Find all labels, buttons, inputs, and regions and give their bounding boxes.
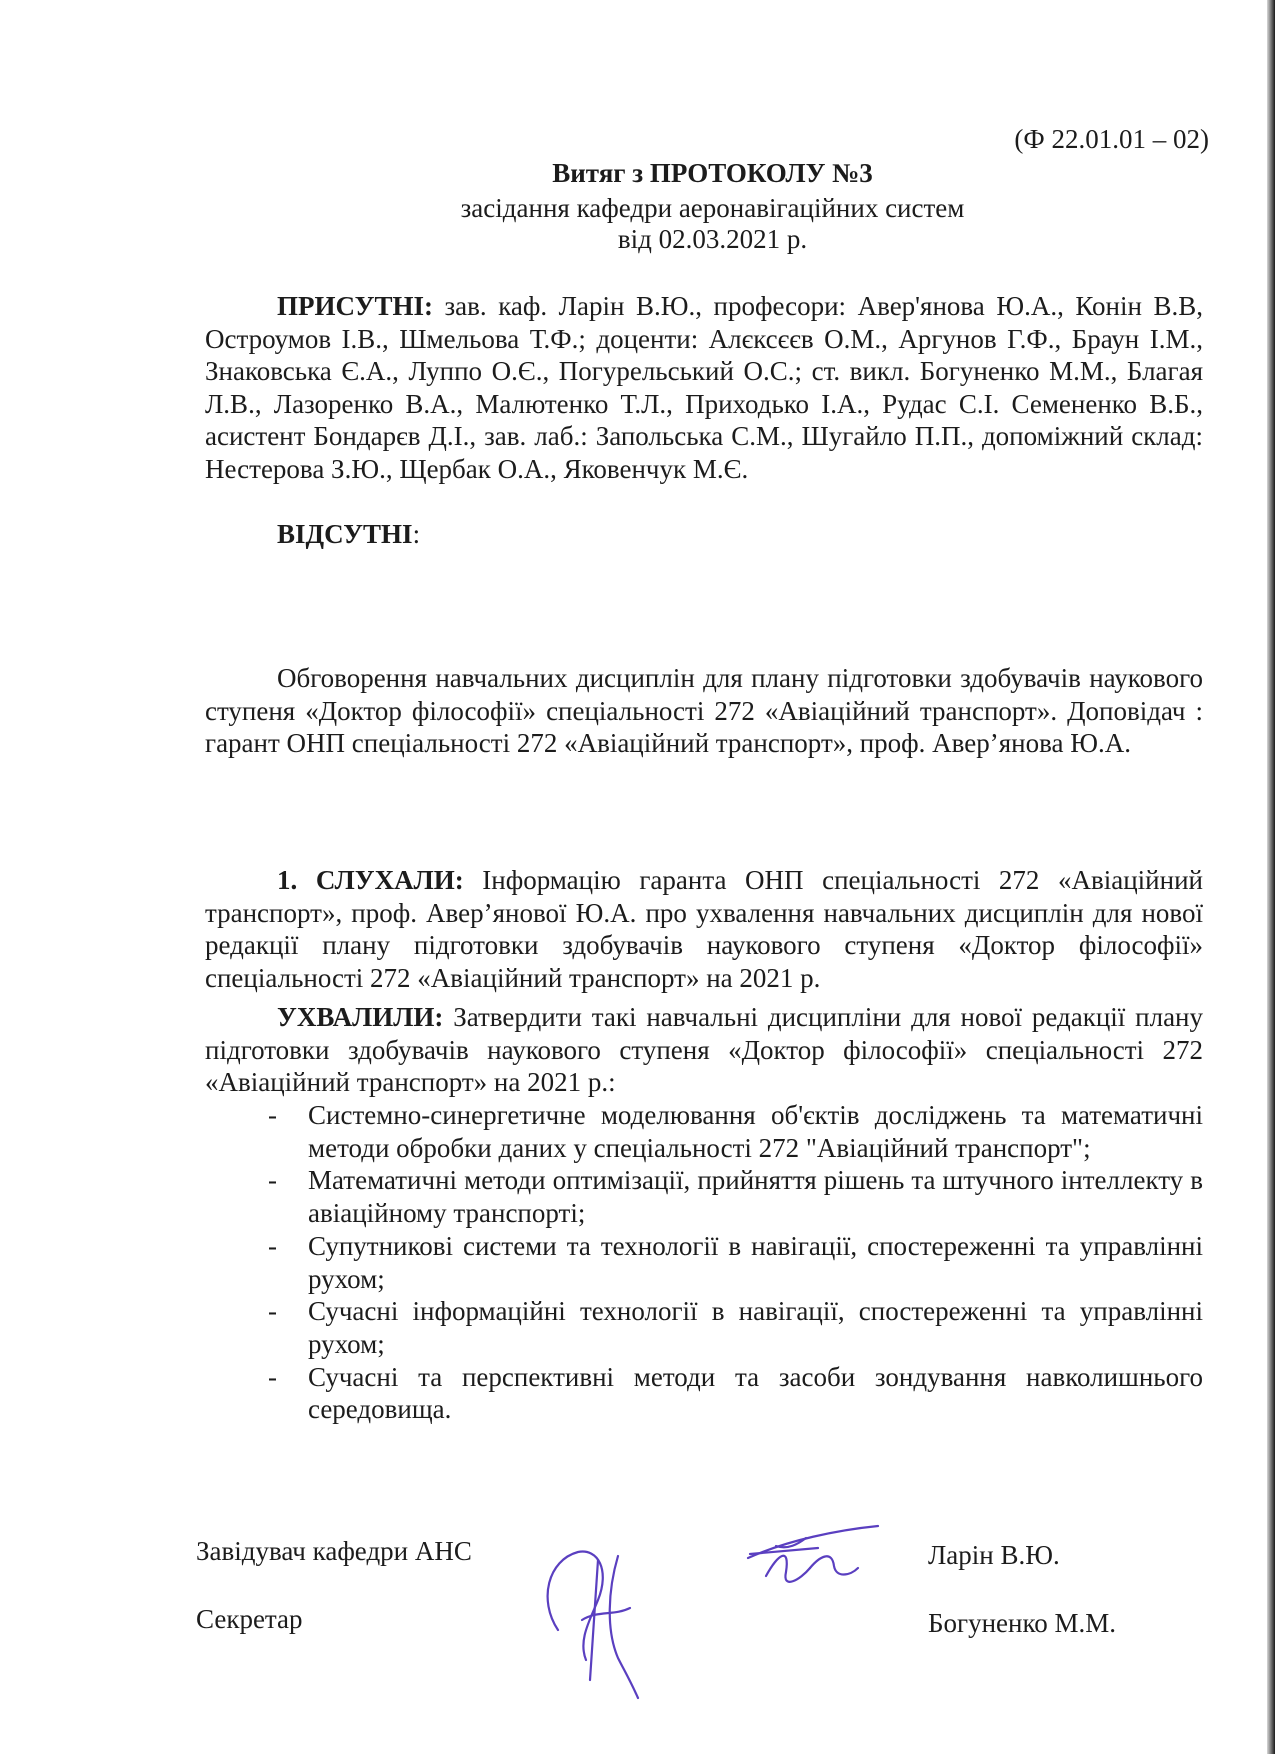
list-item [268,1361,1203,1426]
head-role: Завідувач кафедри АНС [196,1536,472,1566]
agenda-text: Обговорення навчальних дисциплін для плану підготовки здобувачів наукового ступеня «Доктор філософії» спеціальності 272 «Авіаційний транспорт». Доповідач : гарант ОНП спеціальності 272 «Авіаційний транспорт», проф. Авер’янова Ю.А. [205,663,1203,758]
agenda-paragraph [205,662,1203,760]
list-item-text: Сучасні та перспективні методи та засоби зондування навколишнього середовища. [308,1361,1203,1425]
document-subtitle: засідання кафедри аеронавігаційних систем [460,193,965,223]
resolved-paragraph [205,1001,1203,1099]
disciplines-list [268,1099,1203,1426]
list-dash: - [268,1230,277,1261]
heard-label: 1. СЛУХАЛИ: [277,865,464,895]
list-item-text: Системно-синергетичне моделювання об'єктів досліджень та математичні методи обробки даних у спеціальності 272 "Авіаційний транспорт"; [308,1100,1203,1163]
heard-text: Інформацію гаранта ОНП спеціальності 272 «Авіаційний транспорт», проф. Авер’янової Ю.А. про ухвалення навчальних дисциплін для нової редакції плану підготовки здобувачів наукового ступеня «Доктор філософії» спеціальності 272 «Авіаційний транспорт» на 2021 р. [205,865,1203,993]
list-item-text: Сучасні інформаційні технології в навігації, спостереженні та управлінні рухом; [308,1296,1203,1359]
list-item [268,1099,1203,1164]
secretary-role: Секретар [196,1604,303,1634]
form-code: (Ф 22.01.01 – 02) [1014,124,1209,154]
list-item [268,1230,1203,1295]
list-item-text: Математичні методи оптимізації, прийняття рішень та штучного інтеллекту в авіаційному транспорті; [308,1165,1203,1229]
secretary-name: Богуненко М.М. [928,1608,1116,1638]
heard-paragraph [205,864,1203,994]
absent-colon: : [412,519,421,549]
document-date: від 02.03.2021 р. [617,224,808,254]
scan-edge-shadow [1267,0,1275,1754]
list-dash: - [268,1296,277,1327]
document-title: Витяг з ПРОТОКОЛУ №3 [552,158,873,188]
absent-label: ВІДСУТНІ [277,519,413,549]
list-item-text: Супутникові системи та технології в навігації, спостереженні та управлінні рухом; [308,1230,1203,1294]
absent-paragraph [205,518,1203,551]
head-name: Ларін В.Ю. [928,1540,1060,1570]
resolved-text: Затвердити такі навчальні дисципліни для нової редакції плану підготовки здобувачів наукового ступеня «Доктор філософії» спеціальності 272 «Авіаційний транспорт» на 2021 р.: [205,1002,1203,1097]
list-dash: - [268,1100,277,1130]
list-dash: - [268,1165,277,1196]
list-item [268,1164,1203,1229]
present-paragraph [205,290,1203,485]
handwritten-signatures [538,1480,958,1710]
resolved-label: УХВАЛИЛИ: [277,1002,444,1032]
present-text: зав. каф. Ларін В.Ю., професори: Авер'янова Ю.А., Конін В.В, Остроумов І.В., Шмельова Т.Ф.; доценти: Алєксєєв О.М., Аргунов Г.Ф., Браун І.М., Знаковська Є.А., Луппо О.Є., Погурельський О.С.; ст. викл. Богуненко М.М., Благая Л.В., Лазоренко В.А., Малютенко Т.Л., Приходько І.А., Рудас С.І. Семененко В.Б., асистент Бондарєв Д.І., зав. лаб.: Запольська С.М., Шугайло П.П., допоміжний склад: Нестерова З.Ю., Щербак О.А., Яковенчук М.Є. [205,291,1203,484]
present-label: ПРИСУТНІ: [277,291,433,321]
list-item [268,1295,1203,1360]
list-dash: - [268,1361,277,1392]
